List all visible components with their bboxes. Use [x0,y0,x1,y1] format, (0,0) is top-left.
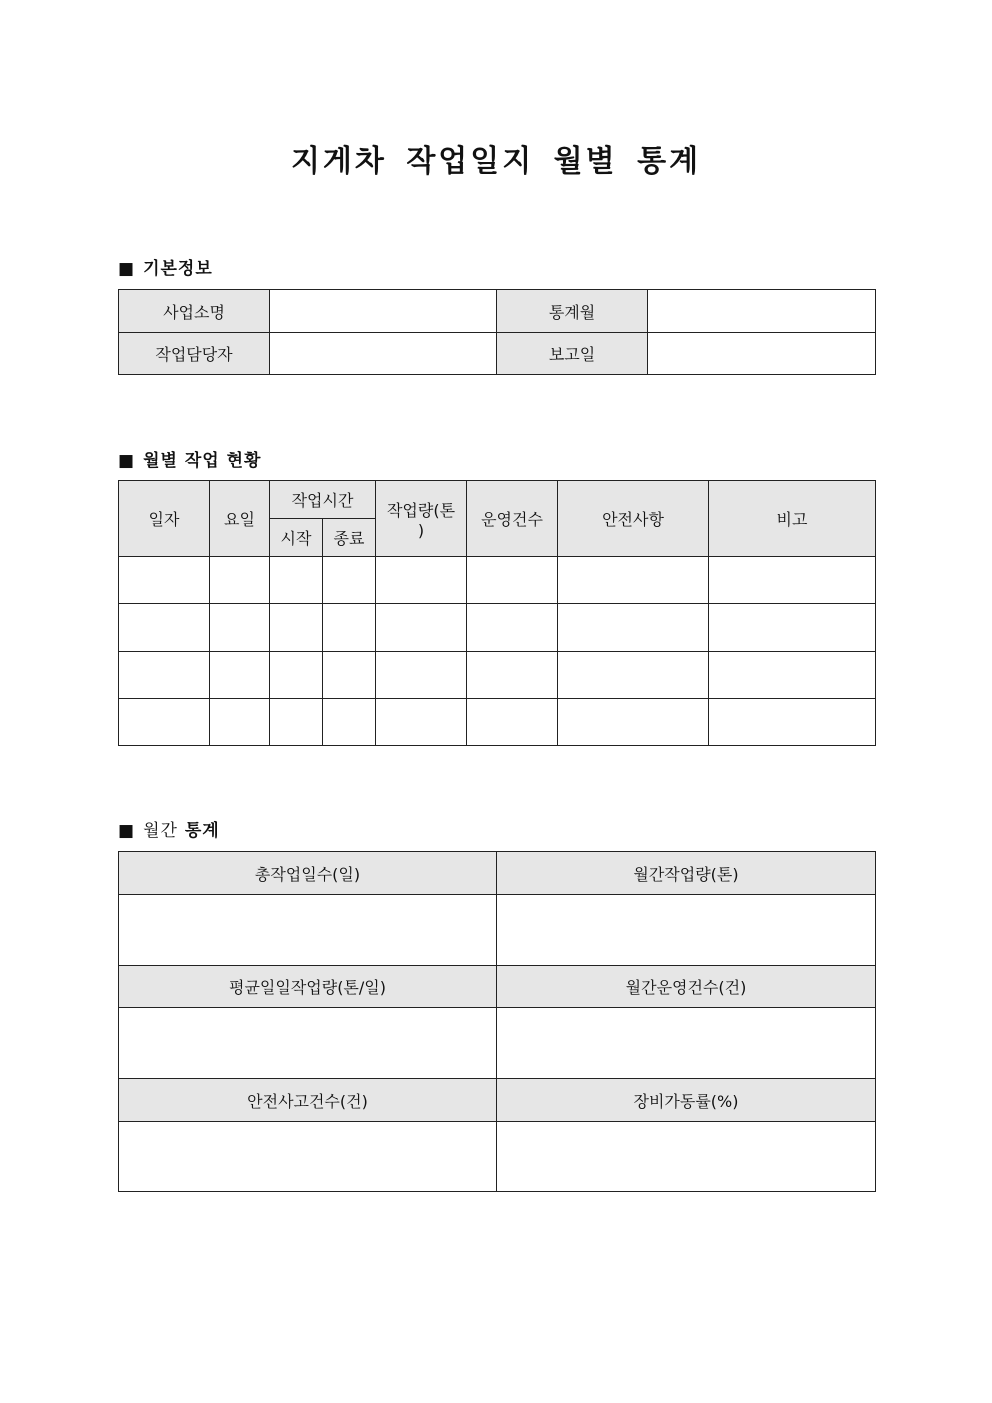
cell-operations[interactable] [467,652,558,699]
table-row [119,604,876,652]
cell-date[interactable] [119,699,210,746]
cell-amount[interactable] [376,557,467,604]
business-name-field[interactable] [270,290,497,333]
cell-weekday[interactable] [210,604,270,652]
label-stat-month: 통계월 [497,290,648,333]
cell-end[interactable] [323,604,376,652]
cell-safety[interactable] [558,604,709,652]
table-row [119,699,876,746]
cell-start[interactable] [270,652,323,699]
cell-start[interactable] [270,604,323,652]
label-business-name: 사업소명 [119,290,270,333]
cell-amount[interactable] [376,652,467,699]
header-start: 시작 [270,519,323,557]
page-title: 지게차 작업일지 월별 통계 [290,144,702,179]
cell-date[interactable] [119,652,210,699]
label-monthly-operations: 월간운영건수(건) [497,966,876,1008]
cell-date[interactable] [119,557,210,604]
monthly-operations-field[interactable] [497,1008,876,1079]
table-row [119,652,876,699]
cell-end[interactable] [323,557,376,604]
report-date-field[interactable] [648,333,876,375]
section-label-bold: 통계 [184,821,220,841]
label-total-days: 총작업일수(일) [119,852,497,895]
avg-daily-field[interactable] [119,1008,497,1079]
section-header-monthly-work [118,446,261,471]
cell-remarks[interactable] [709,557,876,604]
header-safety: 안전사항 [558,481,709,557]
cell-start[interactable] [270,557,323,604]
header-work-time: 작업시간 [270,481,376,519]
section-label: 월별 작업 현황 [143,451,262,471]
cell-amount[interactable] [376,699,467,746]
label-manager: 작업담당자 [119,333,270,375]
cell-weekday[interactable] [210,557,270,604]
manager-field[interactable] [270,333,497,375]
cell-safety[interactable] [558,699,709,746]
cell-remarks[interactable] [709,604,876,652]
total-days-field[interactable] [119,895,497,966]
cell-weekday[interactable] [210,699,270,746]
cell-start[interactable] [270,699,323,746]
utilization-field[interactable] [497,1122,876,1192]
cell-operations[interactable] [467,699,558,746]
safety-accidents-field[interactable] [119,1122,497,1192]
header-date: 일자 [119,481,210,557]
label-avg-daily: 평균일일작업량(톤/일) [119,966,497,1008]
label-monthly-amount: 월간작업량(톤) [497,852,876,895]
cell-remarks[interactable] [709,652,876,699]
section-label: 기본정보 [143,259,213,279]
section-label-light: 월간 [143,821,178,841]
cell-end[interactable] [323,652,376,699]
stat-month-field[interactable] [648,290,876,333]
header-weekday: 요일 [210,481,270,557]
cell-remarks[interactable] [709,699,876,746]
square-bullet-icon: ■ [118,821,136,841]
monthly-work-table [118,480,876,746]
section-header-monthly-stats [118,816,220,841]
header-work-amount-line1: 작업량(톤 [386,500,456,520]
label-safety-accidents: 안전사고건수(건) [119,1079,497,1122]
cell-operations[interactable] [467,557,558,604]
cell-safety[interactable] [558,652,709,699]
header-remarks: 비고 [709,481,876,557]
monthly-amount-field[interactable] [497,895,876,966]
cell-amount[interactable] [376,604,467,652]
header-work-amount [376,481,467,557]
square-bullet-icon: ■ [118,259,136,279]
table-row [119,557,876,604]
square-bullet-icon: ■ [118,451,136,471]
cell-date[interactable] [119,604,210,652]
cell-safety[interactable] [558,557,709,604]
label-utilization: 장비가동률(%) [497,1079,876,1122]
cell-operations[interactable] [467,604,558,652]
header-end: 종료 [323,519,376,557]
cell-weekday[interactable] [210,652,270,699]
monthly-stats-table [118,851,876,1192]
section-header-basic-info [118,254,213,279]
basic-info-table [118,289,876,375]
header-work-amount-line2: ) [417,520,425,540]
header-operations: 운영건수 [467,481,558,557]
label-report-date: 보고일 [497,333,648,375]
cell-end[interactable] [323,699,376,746]
